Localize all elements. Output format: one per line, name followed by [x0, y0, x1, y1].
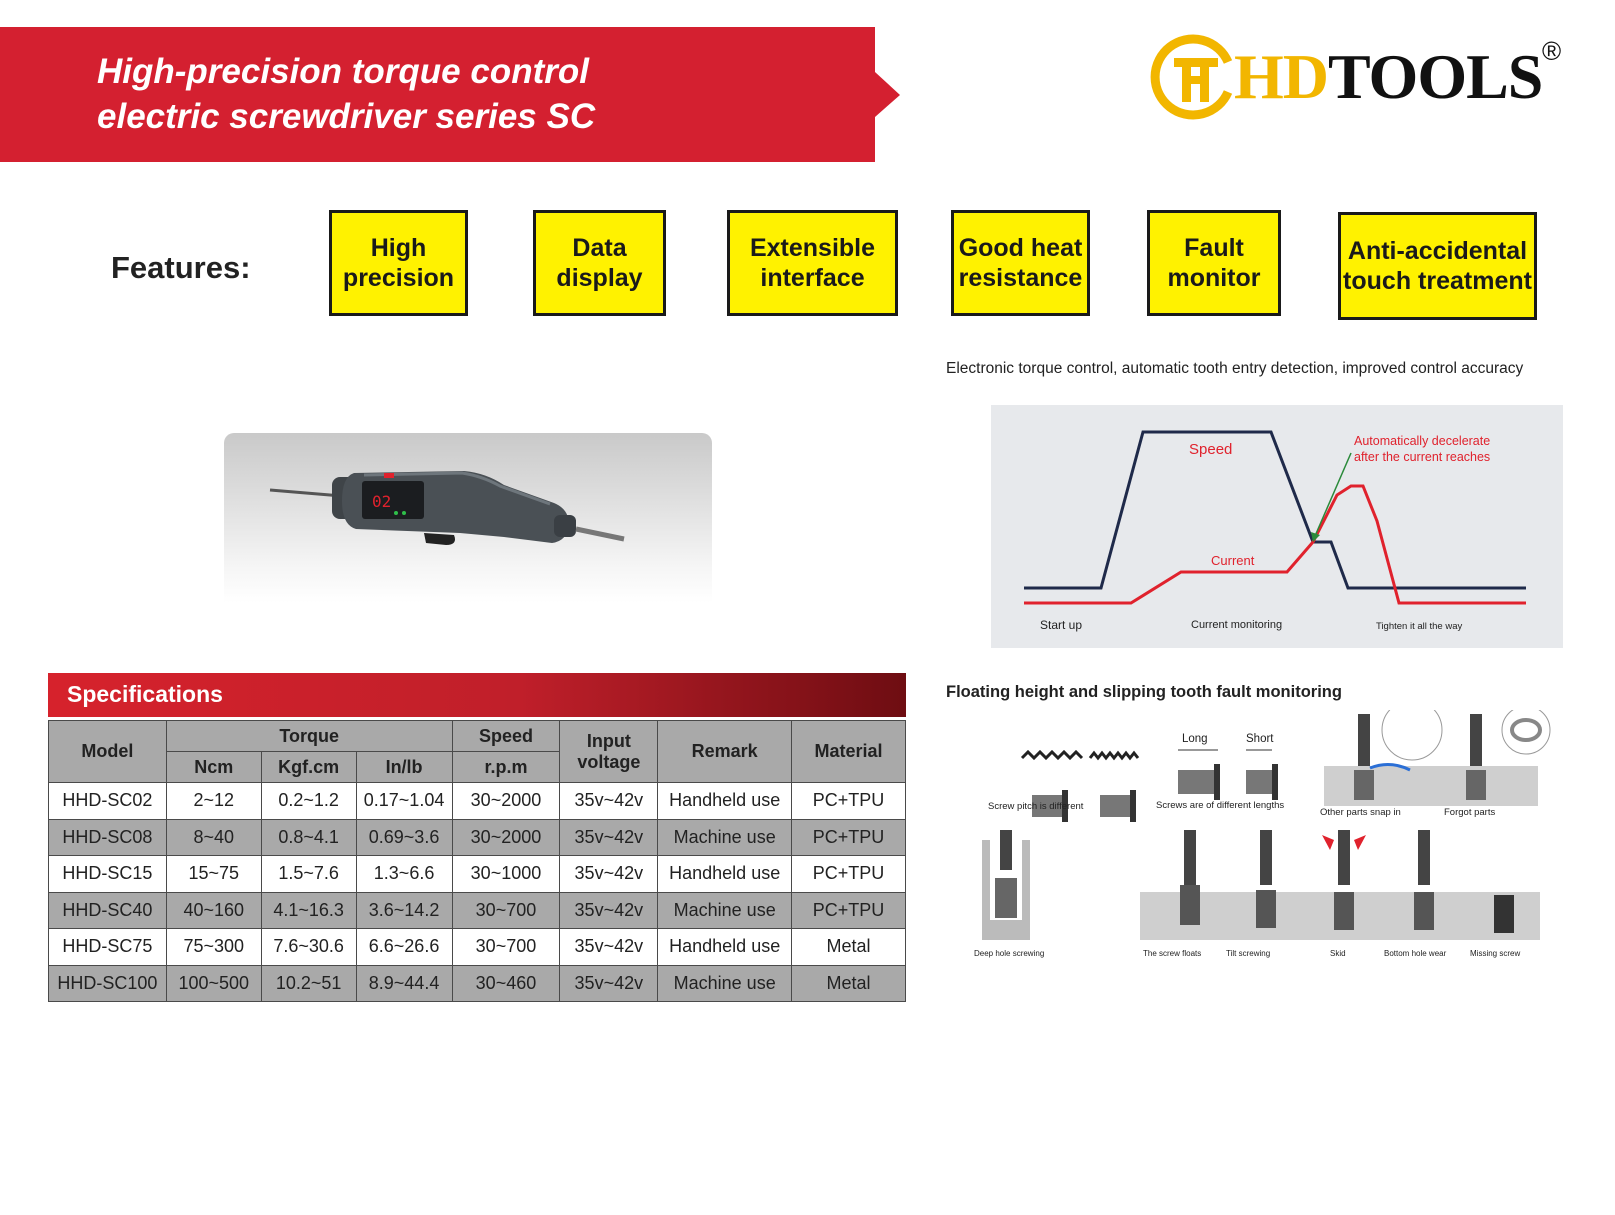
cell-remark: Machine use — [658, 965, 792, 1002]
cell-voltage: 35v~42v — [560, 892, 658, 929]
header-ncm: Ncm — [166, 752, 261, 783]
cell-ncm: 100~500 — [166, 965, 261, 1002]
cell-ncm: 15~75 — [166, 856, 261, 893]
cell-material: PC+TPU — [792, 819, 906, 856]
brand-emblem-icon — [1150, 32, 1240, 122]
specifications-title: Specifications — [67, 681, 223, 707]
cell-speed: 30~700 — [452, 929, 560, 966]
cell-material: Metal — [792, 965, 906, 1002]
cell-model: HHD-SC40 — [49, 892, 167, 929]
brand-tools: TOOLS — [1328, 41, 1543, 112]
cell-inlb: 8.9~44.4 — [356, 965, 452, 1002]
cell-model: HHD-SC08 — [49, 819, 167, 856]
cell-model: HHD-SC75 — [49, 929, 167, 966]
fault-scenarios-graphic — [950, 710, 1570, 1005]
specifications-header — [48, 673, 906, 717]
current-label: Current — [1211, 553, 1255, 568]
header-torque: Torque — [166, 721, 452, 752]
cell-kgfcm: 10.2~51 — [261, 965, 356, 1002]
cell-model: HHD-SC15 — [49, 856, 167, 893]
cell-remark: Machine use — [658, 819, 792, 856]
fault-label-bottom-hole: Bottom hole wear — [1384, 949, 1447, 958]
torque-control-graph — [991, 405, 1563, 648]
table-row — [49, 929, 906, 966]
fault-label-forgot-parts: Forgot parts — [1444, 807, 1496, 818]
cell-inlb: 1.3~6.6 — [356, 856, 452, 893]
fault-monitor-caption: Floating height and slipping tooth fault monitoring — [946, 683, 1342, 701]
cell-remark: Handheld use — [658, 929, 792, 966]
screwdriver-image — [224, 433, 712, 603]
cell-ncm: 75~300 — [166, 929, 261, 966]
cell-inlb: 3.6~14.2 — [356, 892, 452, 929]
cell-voltage: 35v~42v — [560, 783, 658, 820]
title-banner — [0, 27, 900, 162]
cell-speed: 30~2000 — [452, 783, 560, 820]
table-row — [49, 965, 906, 1002]
annotation-arrow — [1315, 453, 1351, 536]
fault-label-other-parts: Other parts snap in — [1320, 807, 1401, 818]
table-row — [49, 819, 906, 856]
decelerate-note-line1: Automatically decelerate — [1354, 434, 1491, 448]
brand-hd: HD — [1234, 41, 1328, 112]
cell-kgfcm: 0.8~4.1 — [261, 819, 356, 856]
brand-logo — [1150, 30, 1580, 125]
features-label: Features: — [111, 250, 251, 285]
header-input-voltage-line1: Input — [586, 730, 631, 751]
cell-speed: 30~1000 — [452, 856, 560, 893]
header-kgfcm: Kgf.cm — [261, 752, 356, 783]
workpiece-top — [1324, 710, 1550, 806]
speed-label: Speed — [1189, 441, 1233, 458]
fault-label-deep-hole: Deep hole screwing — [974, 949, 1045, 958]
cell-voltage: 35v~42v — [560, 819, 658, 856]
header-model: Model — [49, 721, 167, 783]
cell-kgfcm: 4.1~16.3 — [261, 892, 356, 929]
cell-material: PC+TPU — [792, 783, 906, 820]
phase-start-label: Start up — [1040, 618, 1083, 632]
fault-monitor-illustrations — [950, 710, 1570, 1005]
cell-inlb: 0.17~1.04 — [356, 783, 452, 820]
feature-data-display: Data display — [533, 210, 666, 316]
header-rpm: r.p.m — [452, 752, 560, 783]
cell-inlb: 0.69~3.6 — [356, 819, 452, 856]
phase-tighten-label: Tighten it all the way — [1376, 621, 1463, 632]
table-row — [49, 783, 906, 820]
current-curve — [1024, 486, 1526, 603]
feature-extensible-interface: Extensible interface — [727, 210, 898, 316]
registered-mark: ® — [1542, 36, 1562, 66]
cell-kgfcm: 0.2~1.2 — [261, 783, 356, 820]
header-input-voltage — [560, 721, 658, 783]
fault-label-tilt: Tilt screwing — [1226, 949, 1271, 958]
brand-wordmark — [1234, 42, 1542, 112]
table-header-row — [49, 721, 906, 752]
page-title-line2: electric screwdriver series SC — [97, 97, 596, 136]
cell-remark: Machine use — [658, 892, 792, 929]
header-material: Material — [792, 721, 906, 783]
cell-model: HHD-SC100 — [49, 965, 167, 1002]
header-speed: Speed — [452, 721, 560, 752]
fault-label-length: Screws are of different lengths — [1156, 800, 1285, 811]
feature-high-precision: High precision — [329, 210, 468, 316]
cell-voltage: 35v~42v — [560, 965, 658, 1002]
product-photo — [224, 433, 712, 603]
table-row — [49, 892, 906, 929]
cell-material: PC+TPU — [792, 856, 906, 893]
cell-speed: 30~460 — [452, 965, 560, 1002]
page-title-line1: High-precision torque control — [97, 52, 589, 91]
fault-label-floats: The screw floats — [1143, 949, 1202, 958]
cell-speed: 30~700 — [452, 892, 560, 929]
feature-heat-resistance: Good heat resistance — [951, 210, 1090, 316]
header-inlb: In/lb — [356, 752, 452, 783]
specifications-table — [48, 720, 906, 1002]
header-input-voltage-line2: voltage — [577, 751, 641, 772]
workpiece-bottom — [982, 830, 1540, 940]
long-label: Long — [1182, 733, 1208, 745]
feature-anti-accidental-touch: Anti-accidental touch treatment — [1338, 212, 1537, 320]
cell-kgfcm: 7.6~30.6 — [261, 929, 356, 966]
table-row — [49, 856, 906, 893]
cell-ncm: 40~160 — [166, 892, 261, 929]
feature-fault-monitor: Fault monitor — [1147, 210, 1281, 316]
cell-speed: 30~2000 — [452, 819, 560, 856]
cell-ncm: 8~40 — [166, 819, 261, 856]
speed-current-diagram — [991, 405, 1563, 648]
cell-voltage: 35v~42v — [560, 929, 658, 966]
page-title — [97, 49, 595, 139]
cell-remark: Handheld use — [658, 783, 792, 820]
phase-monitor-label: Current monitoring — [1191, 619, 1283, 631]
cell-voltage: 35v~42v — [560, 856, 658, 893]
cell-ncm: 2~12 — [166, 783, 261, 820]
decelerate-note-line2: after the current reaches — [1354, 450, 1491, 464]
cell-material: Metal — [792, 929, 906, 966]
fault-label-pitch: Screw pitch is different — [988, 801, 1084, 812]
short-label: Short — [1246, 733, 1274, 745]
cell-model: HHD-SC02 — [49, 783, 167, 820]
fault-label-missing: Missing screw — [1470, 949, 1521, 958]
display-readout: 02 — [372, 492, 392, 511]
torque-graph-caption: Electronic torque control, automatic tooth entry detection, improved control accuracy — [946, 360, 1524, 377]
cell-material: PC+TPU — [792, 892, 906, 929]
screw-length-illustration — [1178, 750, 1278, 800]
cell-inlb: 6.6~26.6 — [356, 929, 452, 966]
header-remark: Remark — [658, 721, 792, 783]
cell-remark: Handheld use — [658, 856, 792, 893]
fault-label-skid: Skid — [1330, 949, 1346, 958]
cell-kgfcm: 1.5~7.6 — [261, 856, 356, 893]
